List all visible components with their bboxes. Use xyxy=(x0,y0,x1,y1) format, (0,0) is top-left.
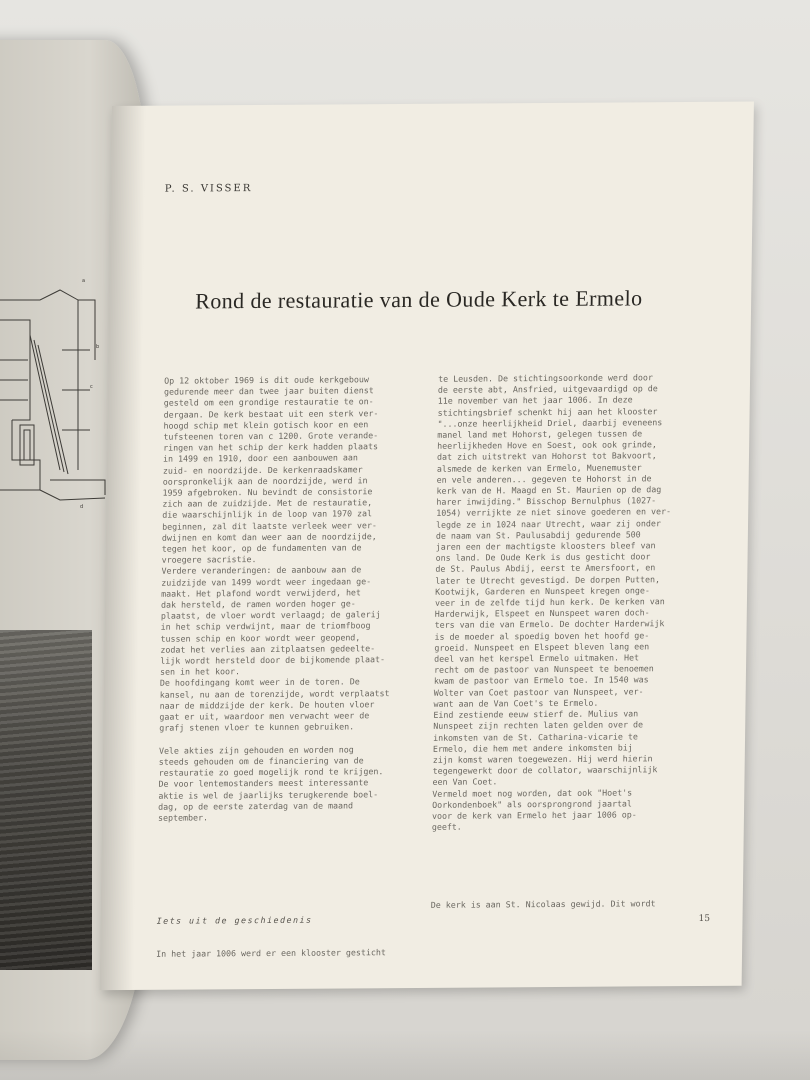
text-line: dwijnen en komt dan weer aan de noordzijde, xyxy=(161,531,377,543)
text-line: naar de middzijde der kerk. De houten vloer xyxy=(159,699,375,711)
text-line: alsmede de kerken van Ermelo, Muenemuster xyxy=(436,461,642,474)
text-line: maakt. Het plafond wordt verwijderd, het xyxy=(161,587,362,599)
text-line: Kootwijk, Garderen en Nunspeet kregen onge- xyxy=(435,585,651,597)
author-byline: P. S. VISSER xyxy=(164,183,253,195)
text-line: voor de kerk van Ermelo het jaar 1006 op- xyxy=(431,809,637,821)
text-line: Eind zestiende eeuw stierf de. Mulius van xyxy=(433,708,639,720)
text-line: zijn komst waren toegewezen. Hij werd hierin xyxy=(432,753,653,765)
text-line: inkomsten van de St. Catharina-vicarie te xyxy=(433,730,638,743)
text-line: 11e november van het jaar 1006. In deze xyxy=(437,394,633,407)
text-line: oorspronkelijk aan de noordzijde, werd in xyxy=(162,475,368,487)
text-line: kwam de pastoor van Ermelo toe. In 1540 was xyxy=(433,674,649,687)
text-line: sen in het koor. xyxy=(160,666,241,678)
text-line: zuidzijde van 1499 wordt weer ingedaan ge- xyxy=(161,575,372,588)
text-line: en vele anderen... gegeven te Hohorst in de xyxy=(436,473,652,485)
text-line: want aan de Van Coet's te Ermelo. xyxy=(433,697,599,709)
text-line: zodat het verlies aan zitplaatsen gedeelte- xyxy=(160,643,376,655)
landscape-photo xyxy=(0,630,92,970)
text-line: zuid- en noordzijde. De kerkenraadskamer xyxy=(162,463,363,476)
text-line: tufsteenen toren van c 1200. Grote verande- xyxy=(163,430,379,442)
text-line: zich aan de zuidzijde. Met de restauratie, xyxy=(162,497,373,509)
text-line: de St. Paulus Abdij, eerst te Amersfoort, en xyxy=(435,562,656,575)
right-text-column xyxy=(432,372,693,833)
svg-text:d: d xyxy=(80,504,84,510)
text-line: Nunspeet zijn rechten laten gelden over de xyxy=(433,719,644,732)
text-line: manel land met Hohorst, gelegen tussen de xyxy=(437,428,643,440)
text-line: legde ze in 1024 naar Utrecht, waar zij onder xyxy=(436,517,661,530)
text-line: ringen van het schip der kerk hadden plaats xyxy=(163,441,379,453)
text-line: 1054) verrijkte ze niet sinove goederen en ver- xyxy=(436,506,672,519)
text-line: dak hersteld, de ramen worden hoger ge- xyxy=(160,598,356,610)
text-line: hoogd schip met klein gotisch koor en een xyxy=(163,419,369,431)
text-line: geeft. xyxy=(431,821,462,832)
text-line: ters van die van Ermelo. De dochter Harderwijk xyxy=(434,618,665,631)
text-line: De voor lentemostanders meest interessante xyxy=(158,777,369,790)
text-line: kansel, nu aan de torenzijde, wordt verplaatst xyxy=(159,687,390,700)
text-line: tussen schip en koor wordt weer geopend, xyxy=(160,631,361,644)
text-line: gaat er uit, waardoor men verwacht weer de xyxy=(159,710,370,722)
text-line: Harderwijk, Elspeet en Nunspeet waren doch- xyxy=(434,607,650,620)
text-line: vroegere sacristie. xyxy=(161,554,257,565)
text-line: die waarschijnlijk in de loop van 1970 zal xyxy=(162,508,373,521)
text-line: aktie is wel de jaarlijks terugkerende boel- xyxy=(158,788,379,801)
text-line: 1959 afgebroken. Nu bevindt de consistorie xyxy=(162,486,373,498)
section-heading: Iets uit de geschiedenis xyxy=(156,914,313,926)
text-line: in 1499 en 1910, door een aanbouwen aan xyxy=(162,452,358,465)
left-text-column xyxy=(158,374,419,824)
text-line: Wolter van Coet pastoor van Nunspeet, ver- xyxy=(433,686,644,698)
text-line: stichtingsbrief schenkt hij aan het klooster xyxy=(437,405,658,418)
text-line: dag, op de eerste zaterdag van de maand xyxy=(158,800,354,812)
text-line: Ermelo, die hem met andere inkomsten bij xyxy=(432,742,633,754)
text-line: plaatst, de vloer wordt verlaagd; de galerij xyxy=(160,609,381,621)
text-line: te Leusden. De stichtingsoorkonde werd door xyxy=(438,372,653,384)
text-line: in het schip verdwijnt, maar de triomfboog xyxy=(160,620,371,633)
bottom-shadow xyxy=(0,1030,810,1080)
architectural-drawing xyxy=(0,240,110,540)
text-line: restauratie zo goed mogelijk rond te krijgen. xyxy=(158,766,384,778)
section-block xyxy=(156,892,387,982)
text-line: Op 12 oktober 1969 is dit oude kerkgebouw xyxy=(164,374,370,386)
article-title: Rond de restauratie van de Oude Kerk te Ermelo xyxy=(195,285,643,314)
text-line: harer inwijding." Bisschop Bernulphus (1027- xyxy=(436,495,657,508)
text-line: "...onze heerlijkheid Driel, daarbij eveneens xyxy=(437,416,663,429)
text-line: Verdere veranderingen: de aanbouw aan de xyxy=(161,564,362,577)
text-line: de eerste abt, Ansfried, uitgevaardigd op de xyxy=(437,383,658,395)
text-line: beginnen, zal dit laatste verleek weer ver- xyxy=(162,519,377,532)
text-line: veer in de zelfde tijd hun kerk. De kerken van xyxy=(434,596,665,608)
text-line: kerk van de H. Maagd en St. Maurien op de dag xyxy=(436,484,662,496)
text-line: gedurende meer dan twee jaar buiten dienst xyxy=(163,385,374,397)
text-line: dergaan. De kerk bestaat uit een sterk ver- xyxy=(163,407,379,420)
text-line: lijk wordt hersteld door de bijkomende plaat- xyxy=(160,654,386,666)
text-line: deel van het kerspel Ermelo uitmaken. Het xyxy=(434,652,640,664)
text-line: steeds gehouden om de financiering van de xyxy=(158,755,364,767)
text-line: groeid. Nunspeet en Elspeet bleven lang een xyxy=(434,641,650,653)
svg-text:b: b xyxy=(96,344,100,350)
section-first-line: In het jaar 1006 werd er een klooster gesticht xyxy=(156,947,386,959)
text-line: heerlijkheden Hove en Soest, ook ook grinde, xyxy=(437,439,658,451)
text-line: Oorkondenboek" als oorsprongrond jaartal xyxy=(432,798,633,810)
text-line: jaren een der machtigste kloosters bleef van xyxy=(435,540,656,552)
article-page xyxy=(100,102,754,991)
text-line: grafj stenen vloer te kunnen gebruiken. xyxy=(159,721,355,734)
text-line: De hoofdingang komt weer in de toren. De xyxy=(159,676,360,689)
text-line: Vele akties zijn gehouden en worden nog xyxy=(158,744,354,756)
text-line: ons land. De Oude Kerk is dus gesticht door xyxy=(435,551,651,564)
svg-text:c: c xyxy=(90,384,93,390)
text-line: een Van Coet. xyxy=(432,776,498,788)
text-line: recht om de pastoor van Nunspeet te benoemen xyxy=(433,663,654,676)
text-line: gesteld om een grondige restauratie te on- xyxy=(163,396,374,409)
text-line: tegengewerkt door de collator, waarschijnlijk xyxy=(432,764,658,776)
svg-text:a: a xyxy=(82,278,86,284)
right-column-last-line: De kerk is aan St. Nicolaas gewijd. Dit wordt xyxy=(430,898,656,910)
text-line: later te Utrecht gevestigd. De dorpen Putten, xyxy=(435,573,661,586)
text-line: dat zich uitstrekt van Hohorst tot Bakvoort, xyxy=(436,450,657,463)
text-line: is de moeder al spoedig boven het hoofd ge- xyxy=(434,629,650,642)
text-line: de naam van St. Paulusabdij gedurende 500 xyxy=(435,529,641,541)
text-line: tegen het koor, op de fundamenten van de xyxy=(161,542,362,554)
page-number: 15 xyxy=(698,913,711,924)
text-line: september. xyxy=(157,812,209,823)
text-line: Vermeld moet nog worden, dat ook "Hoet's xyxy=(432,786,633,799)
